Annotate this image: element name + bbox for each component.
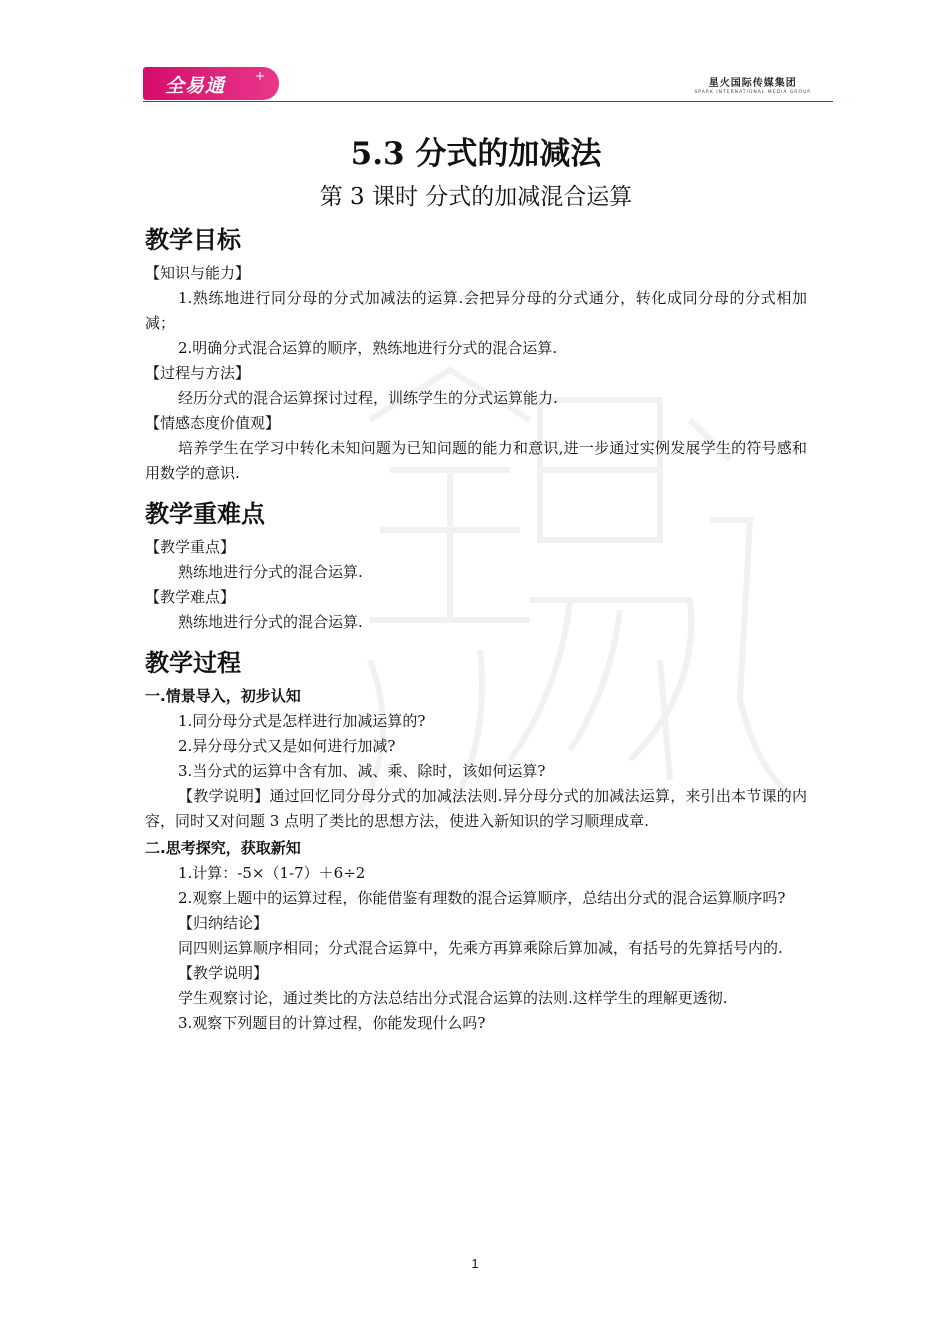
brand-logo xyxy=(143,67,279,100)
heading-teaching-process: 教学过程 xyxy=(145,649,241,677)
observe-question: 2.观察上题中的运算过程，你能借鉴有理数的混合运算顺序，总结出分式的混合运算顺序吗? xyxy=(178,889,786,907)
calc-exercise: 1.计算：-5×（1-7）＋6÷2 xyxy=(178,864,366,882)
conclusion-text: 同四则运算顺序相同；分式混合运算中，先乘方再算乘除后算加减，有括号的先算括号内的. xyxy=(178,939,783,957)
page-subtitle: 第 3 课时 分式的加减混合运算 xyxy=(319,184,633,210)
logo-text: 全易通 xyxy=(165,75,226,97)
publisher-name-en: SPARK INTERNATIONAL MEDIA GROUP xyxy=(694,90,811,95)
label-knowledge: 【知识与能力】 xyxy=(145,264,251,282)
header-rule xyxy=(143,101,833,102)
page-title: 5.3 分式的加减法 xyxy=(350,136,602,172)
sparkle-icon: + xyxy=(255,69,266,83)
label-conclusion: 【归纳结论】 xyxy=(178,914,269,932)
question-1: 1.同分母分式是怎样进行加减运算的? xyxy=(178,712,426,730)
label-key-point: 【教学重点】 xyxy=(145,538,236,556)
difficult-point-text: 熟练地进行分式的混合运算. xyxy=(178,613,363,631)
page-header xyxy=(143,66,833,102)
publisher-brand xyxy=(694,74,811,95)
question-2: 2.异分母分式又是如何进行加减? xyxy=(178,737,396,755)
question-3: 3.当分式的运算中含有加、减、乘、除时，该如何运算? xyxy=(178,762,546,780)
process-text: 经历分式的混合运算探讨过程，训练学生的分式运算能力. xyxy=(178,389,558,407)
label-emotion: 【情感态度价值观】 xyxy=(145,414,281,432)
teaching-note-1: 【教学说明】通过回忆同分母分式的加减法法则.异分母分式的加减法运算，来引出本节课的内容，同时又对问题 3 点明了类比的思想方法，使进入新知识的学习顺理成章. xyxy=(145,787,807,830)
page-number: 1 xyxy=(471,1256,479,1271)
label-teaching-note-2: 【教学说明】 xyxy=(178,964,269,982)
key-point-text: 熟练地进行分式的混合运算. xyxy=(178,563,363,581)
label-process: 【过程与方法】 xyxy=(145,364,251,382)
publisher-name: 星火国际传媒集团 xyxy=(708,78,797,89)
knowledge-item-1: 1.熟练地进行同分母的分式加减法的运算.会把异分母的分式通分，转化成同分母的分式相加减； xyxy=(145,289,807,332)
part2-title: 二.思考探究，获取新知 xyxy=(145,839,301,857)
question-last: 3.观察下列题目的计算过程，你能发现什么吗? xyxy=(178,1014,486,1032)
part1-title: 一.情景导入，初步认知 xyxy=(145,687,301,705)
emotion-text: 培养学生在学习中转化未知问题为已知问题的能力和意识,进一步通过实例发展学生的符号感和用数学的意识. xyxy=(145,439,807,482)
knowledge-item-2: 2.明确分式混合运算的顺序，熟练地进行分式的混合运算. xyxy=(178,339,558,357)
heading-teaching-goals: 教学目标 xyxy=(145,226,241,254)
label-difficult-point: 【教学难点】 xyxy=(145,588,236,606)
teaching-note-2: 学生观察讨论，通过类比的方法总结出分式混合运算的法则.这样学生的理解更透彻. xyxy=(178,989,728,1007)
document-body xyxy=(145,126,807,1036)
heading-key-points: 教学重难点 xyxy=(145,500,265,528)
